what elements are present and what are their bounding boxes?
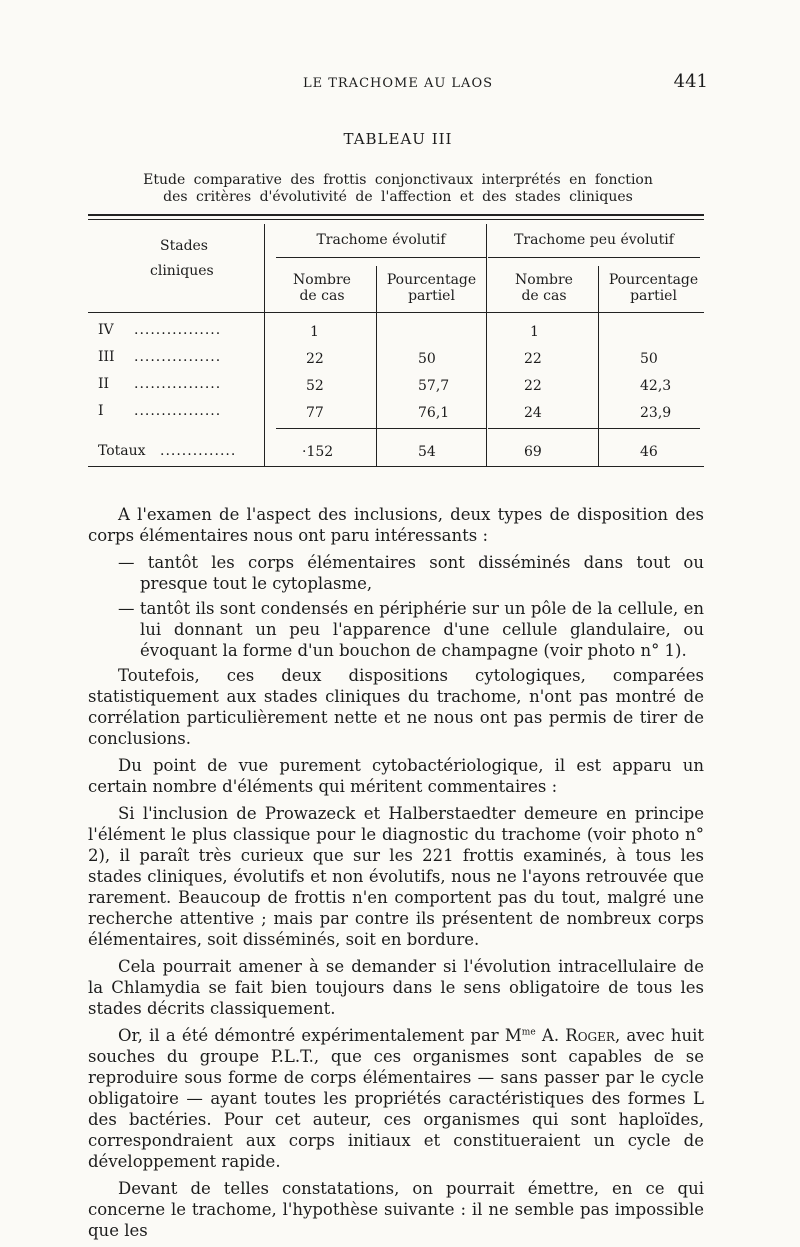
- totals-n1: ·152: [302, 444, 334, 460]
- g2-pct-line2: partiel: [630, 288, 677, 304]
- p6-part-a: Or, il a été démontré expérimentalement par M: [118, 1026, 522, 1045]
- group1-underline: [276, 257, 486, 258]
- p6-superscript: me: [521, 1027, 536, 1038]
- g2-nombre-line1: Nombre: [515, 272, 573, 288]
- table-caption: [88, 172, 708, 206]
- g1-nombre-line1: Nombre: [293, 272, 351, 288]
- group-vertical-rule: [486, 224, 487, 466]
- row-i-n1: 77: [306, 405, 324, 421]
- paragraph-1: A l'examen de l'aspect des inclusions, deux types de disposition des corps élémentaires nous ont paru intéressants :: [88, 505, 704, 545]
- row-i-n2: 24: [524, 405, 542, 421]
- g1-pct-line1: Pourcentage: [386, 272, 477, 288]
- paragraph-7: Devant de telles constatations, on pourrait émettre, en ce qui concerne le trachome, l'hypothèse suivante : il ne semble pas impossible que les: [88, 1179, 704, 1240]
- row-iv-n2: 1: [530, 324, 539, 340]
- row-i-p2: 23,9: [640, 405, 672, 421]
- stub-vertical-rule: [264, 224, 265, 466]
- paragraph-5: Cela pourrait amener à se demander si l'évolution intracellulaire de la Chlamydia se fait bien toujours dans le sens obligatoire de tous les stades décrits classiquement.: [88, 957, 704, 1018]
- paragraph-3: Du point de vue purement cytobactériologique, il est apparu un certain nombre d'éléments qui méritent commentaires :: [88, 756, 704, 796]
- row-i-leader: ................: [134, 403, 222, 419]
- header-bottom-rule: [88, 312, 704, 313]
- totals-p1: 54: [418, 444, 436, 460]
- row-iv-stage: IV: [98, 322, 114, 338]
- row-iii-n1: 22: [306, 351, 324, 367]
- bullet-item-1: — tantôt les corps élémentaires sont disséminés dans tout ou presque tout le cytoplasme,: [118, 553, 704, 593]
- p6-part-c: , avec huit souches du groupe P.L.T., que ces organismes sont capables de se reproduire sous forme de corps élémentaires — sans passer par le cycle obligatoire — ayant toutes les propriétés caractéristiques des formes L des bactéries. Pour cet auteur, ces organismes qui sont haploïdes, correspondraient aux corps initiaux et constitueraient un cycle de développement rapide.: [88, 1026, 704, 1171]
- data-table: [88, 212, 708, 470]
- row-ii-n2: 22: [524, 378, 542, 394]
- row-ii-p1: 57,7: [418, 378, 450, 394]
- stub-header-2: cliniques: [150, 263, 214, 279]
- table-bottom-rule: [88, 466, 704, 467]
- paragraph-2: Toutefois, ces deux dispositions cytologiques, comparées statistiquement aux stades cliniques du trachome, n'ont pas montré de corrélation particulièrement nette et ne nous ont pas permis de tirer de conclusions.: [88, 666, 704, 748]
- author-name: Roger: [565, 1026, 615, 1045]
- table-top-rule: [88, 214, 704, 216]
- totals-n2: 69: [524, 444, 542, 460]
- row-iii-stage: III: [98, 349, 115, 365]
- paragraph-6: [88, 1025, 704, 1172]
- g2-nombre-line2: de cas: [521, 288, 567, 304]
- row-i-stage: I: [98, 403, 104, 419]
- row-ii-stage: II: [98, 376, 110, 392]
- p6-part-b: A.: [535, 1026, 566, 1045]
- page-number: 441: [673, 71, 708, 92]
- row-iii-p2: 50: [640, 351, 658, 367]
- row-iv-n1: 1: [310, 324, 319, 340]
- row-iii-p1: 50: [418, 351, 436, 367]
- totals-rule-2: [488, 428, 700, 429]
- group2-underline: [488, 257, 700, 258]
- row-i-p1: 76,1: [418, 405, 450, 421]
- row-iii-leader: ................: [134, 349, 222, 365]
- totals-label: Totaux: [98, 443, 146, 459]
- row-iv-leader: ................: [134, 322, 222, 338]
- g1-nombre-line2: de cas: [299, 288, 345, 304]
- group2-header: Trachome peu évolutif: [514, 232, 674, 248]
- g1-pct-line2: partiel: [408, 288, 455, 304]
- paragraph-4: Si l'inclusion de Prowazeck et Halberstaedter demeure en principe l'élément le plus classique pour le diagnostic du trachome (voir photo n° 2), il paraît très curieux que sur les 221 frottis examinés, à tous les stades cliniques, évolutifs et non évolutifs, nous ne l'ayons retrouvée que rarement. Beaucoup de frottis n'en comportent pas du tout, malgré une recherche attentive ; mais par contre ils présentent de nombreux corps élémentaires, soit disséminés, soit en bordure.: [88, 804, 704, 949]
- table-title: TABLEAU III: [343, 130, 453, 148]
- table-top-rule-thin: [88, 219, 704, 220]
- row-iii-n2: 22: [524, 351, 542, 367]
- group1-header: Trachome évolutif: [316, 232, 446, 248]
- caption-line-1: Etude comparative des frottis conjonctivaux interprétés en fonction: [143, 172, 653, 188]
- totals-p2: 46: [640, 444, 658, 460]
- g2-pct-line1: Pourcentage: [608, 272, 699, 288]
- totals-rule-1: [276, 428, 486, 429]
- totals-leader: ..............: [160, 443, 237, 459]
- bullet-item-2: — tantôt ils sont condensés en périphérie sur un pôle de la cellule, en lui donnant un peu l'apparence d'une cellule glandulaire, ou évoquant la forme d'un bouchon de champagne (voir photo n° 1).: [118, 599, 704, 660]
- row-ii-leader: ................: [134, 376, 222, 392]
- row-ii-p2: 42,3: [640, 378, 672, 394]
- row-ii-n1: 52: [306, 378, 324, 394]
- running-title: LE TRACHOME AU LAOS: [302, 76, 494, 91]
- stub-header-1: Stades: [160, 238, 208, 254]
- caption-line-2: des critères d'évolutivité de l'affection et des stades cliniques: [163, 189, 633, 205]
- body-text: [88, 504, 704, 1247]
